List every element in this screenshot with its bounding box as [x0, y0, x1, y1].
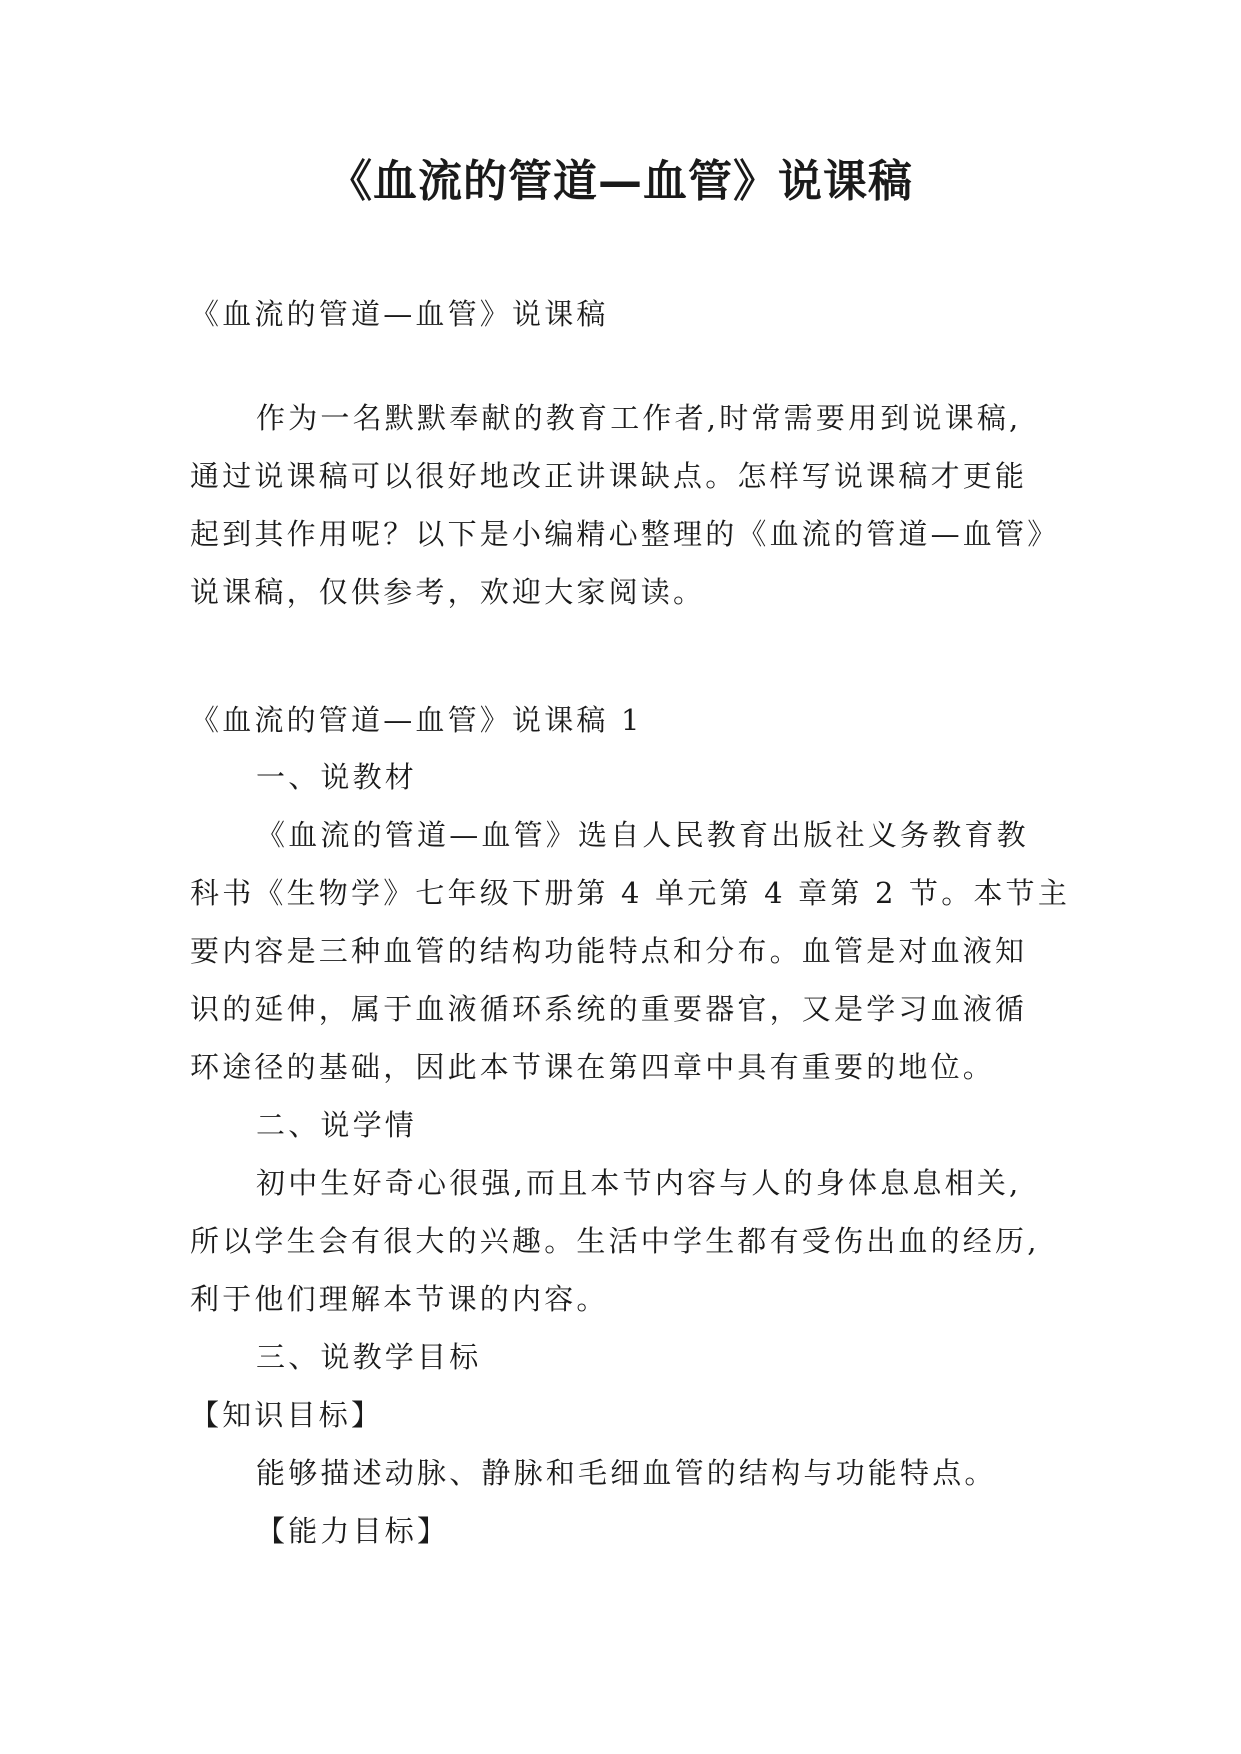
intro-line-4: 说课稿，仅供参考，欢迎大家阅读。 [190, 575, 706, 609]
section-title: 《血流的管道—血管》说课稿 1 [190, 703, 643, 737]
document-subtitle: 《血流的管道—血管》说课稿 [190, 297, 609, 331]
ability-goal-label: 【能力目标】 [256, 1514, 450, 1548]
para-2-line-3: 利于他们理解本节课的内容。 [190, 1282, 609, 1316]
intro-line-3: 起到其作用呢？以下是小编精心整理的《血流的管道—血管》 [190, 517, 1060, 551]
knowledge-goal-text: 能够描述动脉、静脉和毛细血管的结构与功能特点。 [256, 1456, 997, 1490]
para-2-line-2: 所以学生会有很大的兴趣。生活中学生都有受伤出血的经历, [190, 1224, 1040, 1258]
para-1-line-4: 识的延伸，属于血液循环系统的重要器官，又是学习血液循 [190, 992, 1028, 1026]
heading-3: 三、说教学目标 [256, 1340, 482, 1374]
para-1-line-5: 环途径的基础，因此本节课在第四章中具有重要的地位。 [190, 1050, 996, 1084]
intro-line-2: 通过说课稿可以很好地改正讲课缺点。怎样写说课稿才更能 [190, 459, 1028, 493]
heading-1: 一、说教材 [256, 760, 418, 794]
document-title: 《血流的管道—血管》说课稿 [328, 156, 913, 207]
para-1-line-1: 《血流的管道—血管》选自人民教育出版社义务教育教 [256, 818, 1029, 852]
heading-2: 二、说学情 [256, 1108, 418, 1142]
intro-line-1: 作为一名默默奉献的教育工作者,时常需要用到说课稿, [256, 401, 1022, 435]
para-1-line-2: 科书《生物学》七年级下册第 4 单元第 4 章第 2 节。本节主 [190, 876, 1071, 910]
para-1-line-3: 要内容是三种血管的结构功能特点和分布。血管是对血液知 [190, 934, 1028, 968]
para-2-line-1: 初中生好奇心很强,而且本节内容与人的身体息息相关, [256, 1166, 1022, 1200]
knowledge-goal-label: 【知识目标】 [190, 1398, 384, 1432]
